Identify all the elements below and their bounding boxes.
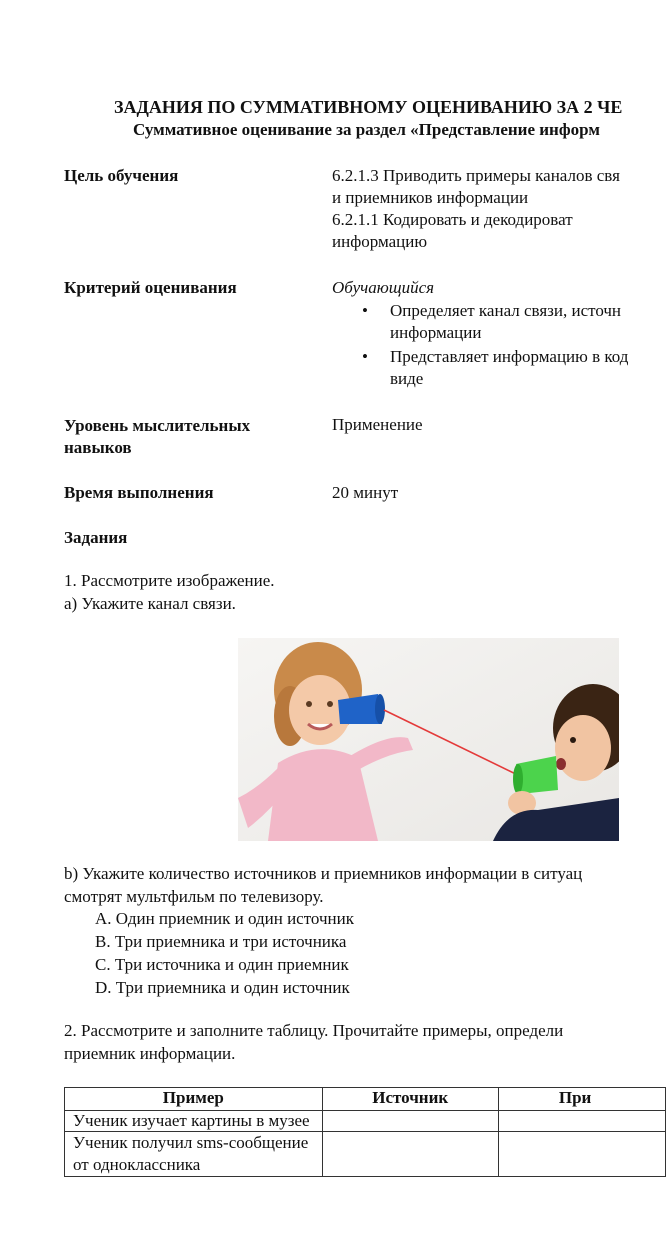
time-label: Время выполнения bbox=[64, 483, 214, 502]
table-header-row bbox=[65, 1088, 666, 1111]
tin-can-telephone-photo bbox=[238, 638, 619, 841]
goal-line: информацию bbox=[332, 232, 428, 251]
level-label bbox=[64, 415, 250, 459]
goal-label: Цель обучения bbox=[64, 166, 179, 185]
level-label-line: навыков bbox=[64, 438, 132, 457]
table-row bbox=[65, 1111, 666, 1132]
col-header-source: Источник bbox=[322, 1088, 498, 1111]
criteria-intro: Обучающийся bbox=[332, 278, 435, 297]
page-subtitle: Суммативное оценивание за раздел «Представление информ bbox=[133, 120, 600, 139]
goal-line: 6.2.1.1 Кодировать и декодироват bbox=[332, 210, 573, 229]
table-cell-receiver bbox=[498, 1132, 665, 1177]
table-cell-source bbox=[322, 1111, 498, 1132]
examples-table bbox=[64, 1087, 666, 1177]
criteria-bullet-line: информации bbox=[390, 323, 482, 342]
tasks-heading: Задания bbox=[64, 528, 128, 547]
level-value: Применение bbox=[332, 415, 423, 434]
criteria-bullet-1 bbox=[362, 300, 622, 344]
table-cell-example: Ученик получил sms-сообщение от одноклассника bbox=[65, 1132, 323, 1177]
task1-text: 1. Рассмотрите изображение. bbox=[64, 571, 275, 590]
time-value: 20 минут bbox=[332, 483, 399, 502]
criteria-bullet-line: Определяет канал связи, источн bbox=[390, 301, 622, 320]
criteria-bullet-2 bbox=[362, 346, 629, 390]
criteria-bullet-line: Представляет информацию в код bbox=[390, 347, 629, 366]
criteria-label: Критерий оценивания bbox=[64, 278, 237, 297]
option-b: B. Три приемника и три источника bbox=[95, 932, 347, 951]
task1-a-text: а) Укажите канал связи. bbox=[64, 594, 236, 613]
criteria-bullet-line: виде bbox=[390, 369, 424, 388]
photo-illustration bbox=[238, 638, 619, 841]
bullet-dot: • bbox=[362, 347, 368, 366]
col-header-receiver: При bbox=[498, 1088, 665, 1111]
goal-line: 6.2.1.3 Приводить примеры каналов свя bbox=[332, 166, 620, 185]
col-header-example: Пример bbox=[65, 1088, 323, 1111]
table-row bbox=[65, 1132, 666, 1177]
option-d: D. Три приемника и один источник bbox=[95, 978, 350, 997]
level-label-line: Уровень мыслительных bbox=[64, 416, 251, 435]
goal-line: и приемников информации bbox=[332, 188, 529, 207]
table-cell-receiver bbox=[498, 1111, 665, 1132]
bullet-dot: • bbox=[362, 301, 368, 320]
table-cell-example: Ученик изучает картины в музее bbox=[65, 1111, 323, 1132]
option-a: A. Один приемник и один источник bbox=[95, 909, 354, 928]
goal-text bbox=[332, 165, 620, 253]
task1-b-text: b) Укажите количество источников и приемников информации в ситуац bbox=[64, 864, 583, 883]
task2-text-cont: приемник информации. bbox=[64, 1044, 236, 1063]
page-title: ЗАДАНИЯ ПО СУММАТИВНОМУ ОЦЕНИВАНИЮ ЗА 2 ЧЕ bbox=[114, 97, 623, 117]
task1-b-text-cont: смотрят мультфильм по телевизору. bbox=[64, 887, 324, 906]
table-cell-source bbox=[322, 1132, 498, 1177]
task2-text: 2. Рассмотрите и заполните таблицу. Прочитайте примеры, определи bbox=[64, 1021, 564, 1040]
option-c: C. Три источника и один приемник bbox=[95, 955, 349, 974]
